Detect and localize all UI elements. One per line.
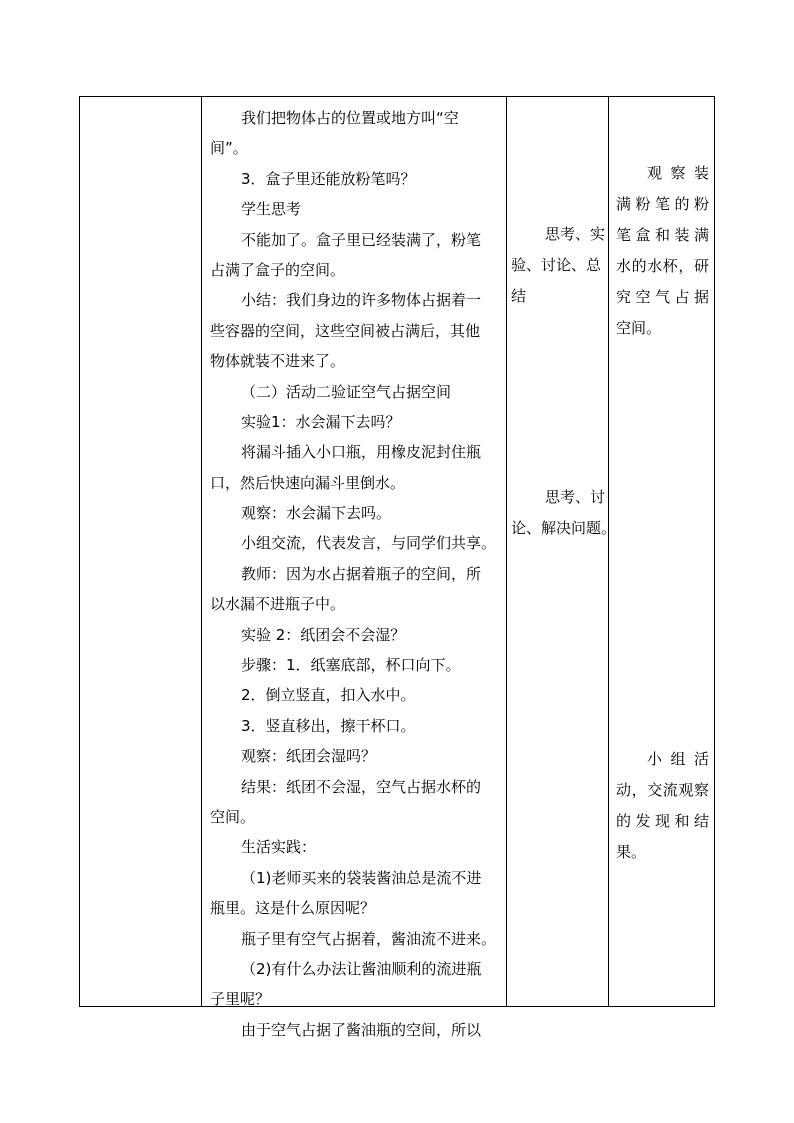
note-line: 思考、讨 — [545, 488, 606, 506]
note-line: 验、讨论、总 — [511, 256, 602, 274]
content-line: 将漏斗插入小口瓶，用橡皮泥封住瓶 — [241, 443, 482, 462]
content-line: 瓶子里有空气占据着，酱油流不进来。 — [241, 929, 497, 948]
content-line: 小结：我们身边的许多物体占据着一 — [241, 291, 482, 310]
content-line: （1)老师买来的袋装酱油总是流不进 — [241, 868, 482, 887]
content-line: 观察：纸团会湿吗？ — [241, 747, 377, 766]
note-line: 观察装 — [647, 164, 709, 182]
content-line: 些容器的空间，这些空间被占满后，其他 — [210, 321, 481, 340]
content-line: 空间。 — [210, 807, 256, 826]
note-line: 小组活 — [647, 750, 709, 768]
content-line: 观察：水会漏下去吗。 — [241, 504, 392, 523]
content-line: 教师：因为水占据着瓶子的空间，所 — [241, 564, 482, 583]
note-line: 的发现和结 — [616, 812, 709, 830]
content-line: 3．盒子里还能放粉笔吗？ — [241, 169, 416, 188]
content-line: 不能加了。盒子里已经装满了，粉笔 — [241, 230, 482, 249]
content-line: 3．竖直移出，擦干杯口。 — [241, 716, 416, 735]
note-line: 动，交流观察 — [616, 781, 709, 799]
note-line: 笔盒和装满 — [616, 226, 709, 244]
note-line: 结 — [511, 287, 527, 305]
design-intent-column — [609, 97, 716, 1006]
student-activity-note — [511, 219, 606, 312]
note-line: 水的水杯，研 — [616, 257, 709, 275]
content-line: 间”。 — [210, 139, 248, 158]
student-activity-note — [511, 482, 617, 544]
content-line: 子里呢？ — [210, 990, 271, 1009]
content-line: 由于空气占据了酱油瓶的空间，所以 — [241, 1020, 482, 1039]
content-line: 2．倒立竖直，扣入水中。 — [241, 686, 416, 705]
design-intent-note — [616, 158, 709, 344]
note-line: 满粉笔的粉 — [616, 195, 709, 213]
content-line: 结果：纸团不会湿，空气占据水杯的 — [241, 777, 482, 796]
lesson-table — [79, 96, 715, 1039]
design-intent-note — [616, 744, 709, 868]
note-line: 果。 — [616, 843, 647, 861]
content-line: 实验 2：纸团会不会湿？ — [241, 625, 406, 644]
content-line: （二）活动二验证空气占据空间 — [241, 382, 452, 401]
content-line: 学生思考 — [241, 200, 302, 219]
content-line: 口，然后快速向漏斗里倒水。 — [210, 473, 406, 492]
content-line: 实验1：水会漏下去吗？ — [241, 412, 401, 431]
empty-stage-column — [80, 97, 202, 1006]
content-line: （2)有什么办法让酱油顺利的流进瓶 — [241, 959, 482, 978]
note-line: 论、解决问题。 — [511, 519, 617, 537]
content-line: 以水漏不进瓶子中。 — [210, 595, 346, 614]
content-line: 小组交流，代表发言，与同学们共享。 — [241, 534, 497, 553]
student-activity-column — [507, 97, 617, 1006]
content-line: 物体就装不进来了。 — [210, 352, 346, 371]
content-line: 占满了盒子的空间。 — [210, 260, 346, 279]
teaching-content-column — [202, 97, 507, 1039]
content-line: 步骤：1．纸塞底部，杯口向下。 — [241, 656, 461, 675]
note-line: 思考、实 — [545, 225, 606, 243]
content-line: 我们把物体占的位置或地方叫“空 — [241, 109, 459, 127]
content-line: 生活实践： — [241, 838, 317, 857]
note-line: 空间。 — [616, 319, 662, 337]
content-line: 瓶里。这是什么原因呢？ — [210, 899, 376, 918]
note-line: 究空气占据 — [616, 288, 709, 306]
